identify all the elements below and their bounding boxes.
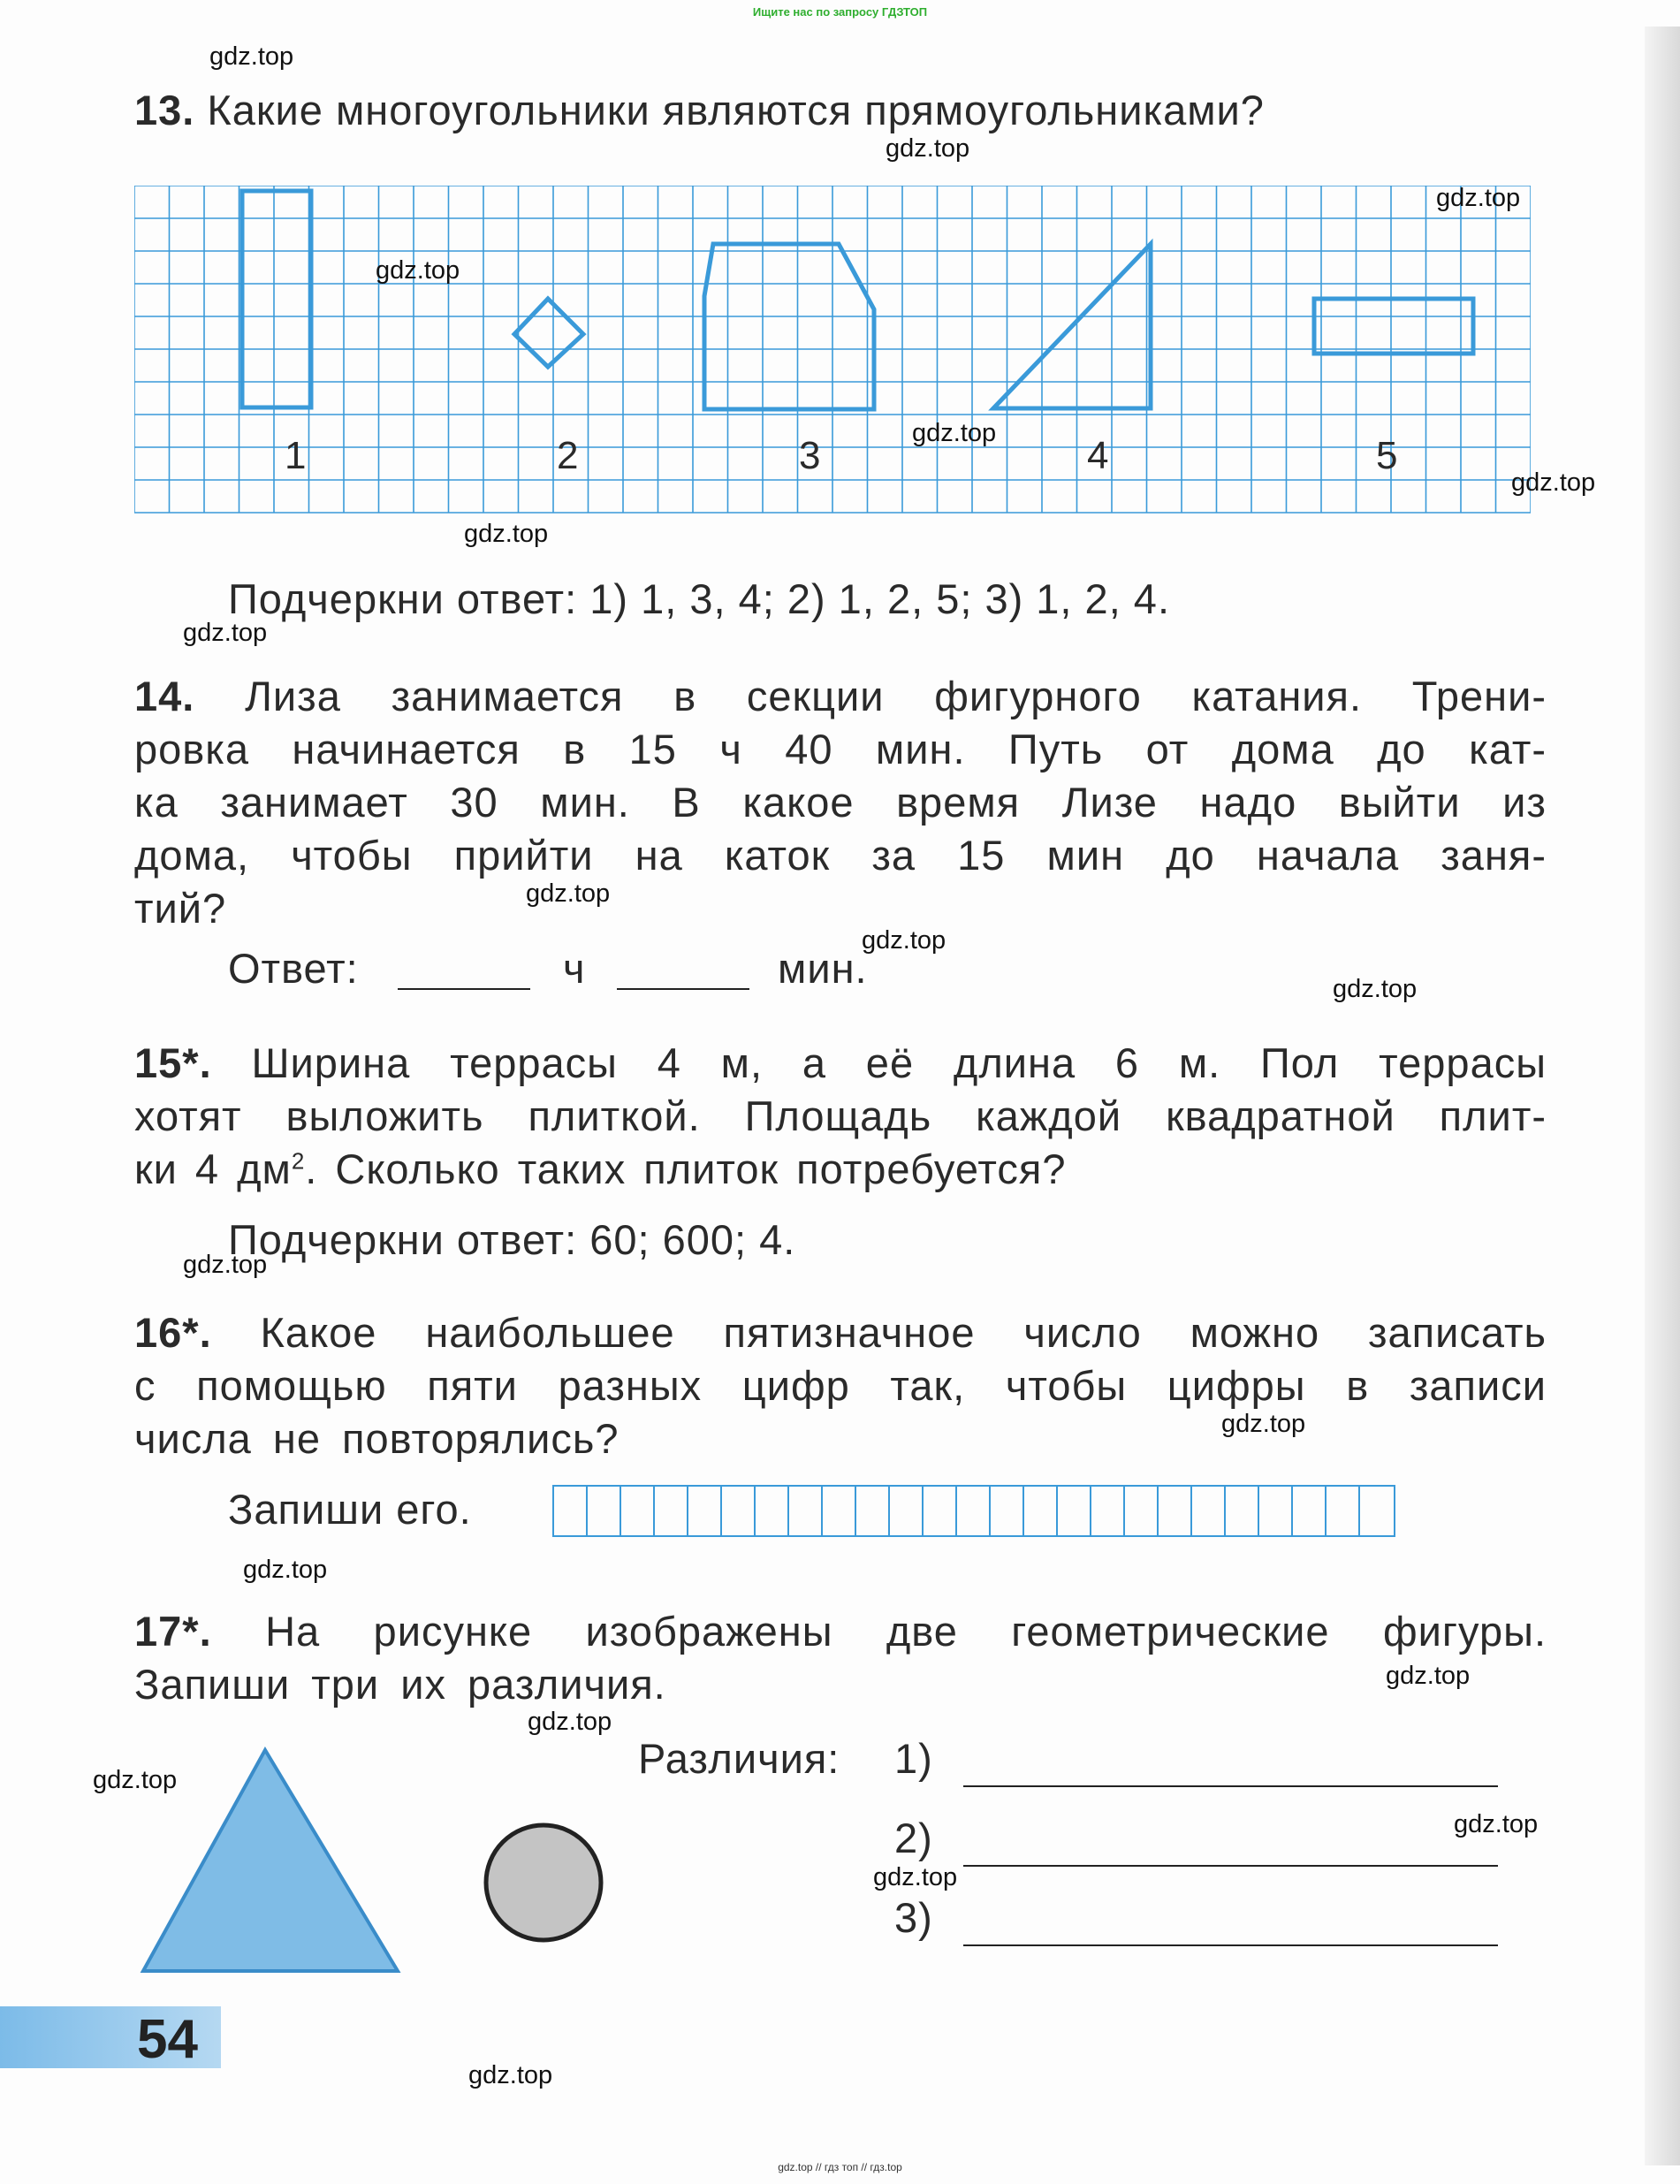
watermark: gdz.top (526, 879, 611, 908)
answer-cell[interactable] (1159, 1487, 1192, 1535)
task14-answer-label: Ответ: (228, 945, 359, 992)
task17-line-1 (134, 1607, 1547, 1655)
task16-line-2: с помощью пяти разных цифр так, чтобы цифры в записи (134, 1362, 1547, 1409)
watermark: gdz.top (862, 926, 946, 955)
task16-prompt: Запиши его. (228, 1486, 472, 1533)
task13-answer (228, 575, 1170, 623)
watermark: gdz.top (1221, 1410, 1306, 1438)
polygon-4-triangle (993, 244, 1151, 408)
polygon-1-rectangle (242, 191, 311, 407)
task17-line-1-text: На рисунке изображены две геометрические фигуры. (265, 1608, 1547, 1655)
answer-cell[interactable] (1024, 1487, 1058, 1535)
watermark: gdz.top (886, 134, 970, 163)
task14-line-5: тий? (134, 885, 227, 932)
task13-text: Какие многоугольники являются прямоугольниками? (207, 87, 1265, 133)
grid-lines (134, 186, 1531, 513)
answer-cell[interactable] (789, 1487, 823, 1535)
task17-figures (133, 1732, 627, 1989)
task13-grid-figure (134, 186, 1531, 521)
watermark: gdz.top (183, 1251, 268, 1279)
answer-cell[interactable] (722, 1487, 756, 1535)
answer-cell[interactable] (756, 1487, 789, 1535)
task15-answer-label: Подчеркни ответ: (228, 1216, 578, 1263)
watermark: gdz.top (468, 2061, 553, 2089)
task14-unit-min: мин. (778, 945, 868, 992)
page-number: 54 (137, 2009, 198, 2070)
answer-cell[interactable] (621, 1487, 655, 1535)
watermark: gdz.top (209, 42, 294, 71)
task15-line-3a: ки 4 дм (134, 1145, 292, 1192)
polygon-5-rectangle (1314, 299, 1473, 354)
task17-item-2: 2) (894, 1815, 933, 1861)
task15-answer (228, 1215, 795, 1264)
task14-minutes-field[interactable] (617, 988, 749, 990)
polygon-2-square (514, 299, 583, 367)
watermark: gdz.top (873, 1863, 958, 1891)
watermark: gdz.top (183, 619, 268, 647)
task14-line-1-text: Лиза занимается в секции фигурного катания. Трени- (245, 673, 1547, 719)
watermark: gdz.top (93, 1766, 178, 1794)
task13-question (134, 86, 1265, 134)
task13-answer-options[interactable]: 1) 1, 3, 4; 2) 1, 2, 5; 3) 1, 2, 4. (589, 575, 1171, 622)
answer-cell[interactable] (1360, 1487, 1394, 1535)
task13-answer-label: Подчеркни ответ: (228, 575, 578, 622)
answer-cell[interactable] (957, 1487, 991, 1535)
watermark: gdz.top (376, 256, 460, 285)
task15-sup: 2 (291, 1147, 306, 1175)
task16-line-1 (134, 1308, 1547, 1357)
task14-unit-h: ч (563, 945, 586, 992)
bottom-note: gdz.top // гдз топ // гдз.top (778, 2161, 902, 2173)
answer-cell[interactable] (991, 1487, 1024, 1535)
task14-hours-field[interactable] (398, 988, 530, 990)
task17-difference-2-field[interactable] (963, 1865, 1498, 1867)
watermark: gdz.top (528, 1708, 612, 1736)
answer-cell[interactable] (1192, 1487, 1226, 1535)
circle-shape (486, 1825, 601, 1940)
task15-line-1 (134, 1039, 1547, 1087)
task14-line-2: ровка начинается в 15 ч 40 мин. Путь от дома до кат- (134, 726, 1547, 772)
top-note: Ищите нас по запросу ГДЗТОП (752, 5, 928, 19)
task17-item-3: 3) (894, 1894, 933, 1941)
figure-label-1: 1 (285, 434, 307, 477)
answer-cell[interactable] (588, 1487, 621, 1535)
task17-difference-3-field[interactable] (963, 1944, 1498, 1946)
watermark: gdz.top (1454, 1810, 1539, 1838)
task17-item-1: 1) (894, 1735, 933, 1782)
answer-cell[interactable] (554, 1487, 588, 1535)
task16-number: 16*. (134, 1309, 212, 1356)
task17-number: 17*. (134, 1608, 212, 1655)
answer-cell[interactable] (1327, 1487, 1360, 1535)
task15-line-2: хотят выложить плиткой. Площадь каждой квадратной плит- (134, 1092, 1547, 1139)
triangle-shape (143, 1750, 398, 1971)
task14-number: 14. (134, 673, 195, 719)
watermark: gdz.top (1386, 1662, 1471, 1690)
task14-line-3: ка занимает 30 мин. В какое время Лизе надо выйти из (134, 779, 1547, 826)
task17-diff-label: Различия: (638, 1735, 840, 1782)
watermark: gdz.top (1333, 975, 1418, 1003)
task17-difference-1-field[interactable] (963, 1785, 1498, 1787)
answer-cell[interactable] (1091, 1487, 1125, 1535)
watermark: gdz.top (912, 419, 997, 447)
watermark: gdz.top (1436, 184, 1521, 212)
task15-line-3b: . Сколько таких плиток потребуется? (305, 1145, 1067, 1192)
task14-line-4: дома, чтобы прийти на каток за 15 мин до начала заня- (134, 832, 1547, 879)
answer-cell[interactable] (1058, 1487, 1091, 1535)
task16-line-1-text: Какое наибольшее пятизначное число можно записать (260, 1309, 1547, 1356)
task14-line-1 (134, 672, 1547, 720)
task15-answer-options[interactable]: 60; 600; 4. (589, 1216, 796, 1263)
answer-cell[interactable] (823, 1487, 856, 1535)
answer-cell[interactable] (924, 1487, 957, 1535)
figure-label-3: 3 (799, 434, 821, 477)
answer-cell[interactable] (688, 1487, 722, 1535)
answer-cell[interactable] (890, 1487, 924, 1535)
task15-line-1-text: Ширина террасы 4 м, а её длина 6 м. Пол террасы (251, 1039, 1547, 1086)
watermark: gdz.top (1511, 468, 1596, 497)
task16-answer-cells[interactable] (552, 1485, 1395, 1537)
figure-label-4: 4 (1087, 434, 1109, 477)
task17-line-2: Запиши три их различия. (134, 1661, 666, 1708)
task15-line-3 (134, 1145, 1067, 1193)
figure-label-2: 2 (557, 434, 579, 477)
answer-cell[interactable] (1259, 1487, 1293, 1535)
watermark: gdz.top (464, 520, 549, 548)
answer-cell[interactable] (655, 1487, 688, 1535)
answer-cell[interactable] (1125, 1487, 1159, 1535)
task16-line-3: числа не повторялись? (134, 1415, 620, 1462)
answer-cell[interactable] (856, 1487, 890, 1535)
page-edge (1645, 27, 1680, 2165)
answer-cell[interactable] (1293, 1487, 1327, 1535)
polygon-3-pentagon (704, 244, 874, 409)
watermark: gdz.top (243, 1556, 328, 1584)
task15-number: 15*. (134, 1039, 212, 1086)
task13-number: 13. (134, 87, 195, 133)
figure-label-5: 5 (1376, 434, 1398, 477)
answer-cell[interactable] (1226, 1487, 1259, 1535)
